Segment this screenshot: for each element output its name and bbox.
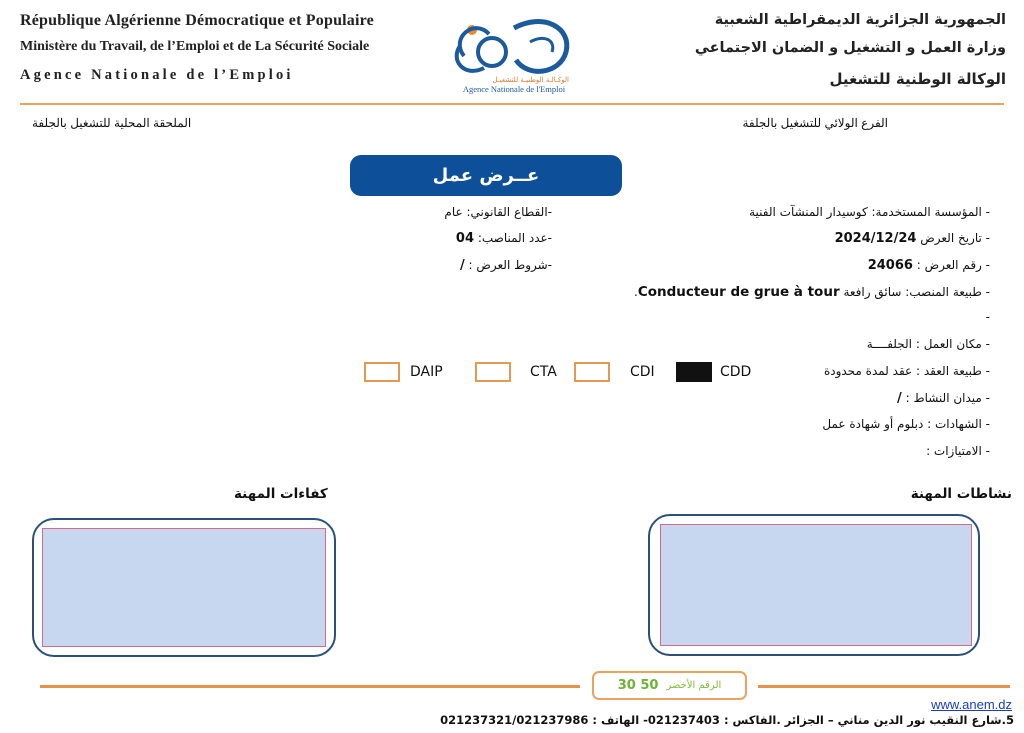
green-number: 30 50 [617,678,659,693]
contract-label-cta: CTA [530,364,557,380]
number-label: - رقم العرض : [916,258,990,272]
header-fr-republic: République Algérienne Démocratique et Populaire [20,12,374,29]
position-label: - طبيعة المنصب: [905,285,990,299]
logo-arabic-text: الوكـالـة الوطنيـة للتشغيـل [492,76,569,84]
contract-label-cdi: CDI [630,364,655,380]
contract-label: - طبيعة العقد : [916,364,990,378]
header-ar-ministry: وزارة العمل و التشغيل و الضمان الاجتماعي [694,40,1006,56]
checkbox-daip[interactable] [364,362,400,382]
local-branch: الملحقة المحلية للتشغيل بالجلفة [32,116,192,130]
skills-panel [32,518,336,657]
employer-value: كوسيدار المنشآت الفنية [749,205,868,219]
activity-label: - ميدان النشاط : [905,391,990,405]
conditions-value: / [459,258,465,273]
activity-row [897,391,990,406]
dash-row: - [985,310,990,324]
number-row [868,258,990,273]
header-divider [20,103,1004,105]
date-label: - تاريخ العرض [920,231,990,245]
date-row [835,231,990,246]
employer-label: - المؤسسة المستخدمة: [871,205,990,219]
number-value: 24066 [867,258,913,273]
green-number-box [592,671,747,700]
contract-row [824,364,990,378]
footer-divider-left [40,685,580,688]
location-label: - مكان العمل : [915,337,990,351]
conditions-label: -شروط العرض : [468,258,552,272]
conditions-row [460,258,552,273]
website-link[interactable]: www.anem.dz [931,697,1012,712]
activities-panel [648,514,980,656]
contract-label-cdd: CDD [720,364,752,380]
checkbox-cdd[interactable] [676,362,712,382]
contract-value: عقد لمدة محدودة [823,364,913,378]
position-row: - طبيعة المنصب: سائق رافعة Conducteur de grue à tour. [634,284,990,300]
location-row [867,337,990,351]
header-fr-ministry: Ministère du Travail, de l’Emploi et de La Sécurité Sociale [20,39,370,54]
contract-label-daip: DAIP [410,364,443,380]
privileges-label: - الامتيازات : [926,444,990,458]
header-ar-republic: الجمهورية الجزائرية الديمقراطية الشعبية [714,12,1006,28]
offer-title: عــرض عمل [350,155,622,196]
header-ar-agency: الوكالة الوطنية للتشغيل [829,70,1006,88]
activities-panel-content [660,524,972,646]
activities-title: نشاطات المهنة [910,486,1012,502]
certs-label: - الشهادات : [927,417,990,431]
activity-value: / [897,391,902,406]
footer-divider-right [758,685,1010,688]
checkbox-cta[interactable] [475,362,511,382]
location-value: الجلفــــة [866,337,913,351]
privileges-row [926,444,990,458]
wilaya-branch: الفرع الولائي للتشغيل بالجلفة [742,116,888,130]
positions-label: -عدد المناصب: [477,231,552,245]
skills-title: كفاءات المهنة [234,486,328,502]
position-ar: سائق رافعة [843,285,902,299]
sector-value: عام [444,205,463,219]
date-value: 2024/12/24 [834,231,917,246]
skills-panel-content [42,528,326,647]
employer-row [749,205,990,219]
positions-value: 04 [455,231,474,246]
checkbox-cdi[interactable] [574,362,610,382]
position-fr: Conducteur de grue à tour [637,284,840,300]
header-fr-agency: Agence Nationale de l’Emploi [20,67,294,83]
logo-caption: Agence Nationale de l'Emploi [462,84,566,94]
sector-label: -القطاع القانوني: [466,205,552,219]
certs-value: دبلوم أو شهادة عمل [822,417,924,431]
positions-row [456,231,552,246]
green-number-label: الرقم الأخضر [666,680,722,691]
footer-address: 5.شارع النقيب نور الدين مناني – الجزائر .الفاكس : 021237403- الهاتف : 021237321/021237986 [440,713,1014,727]
certs-row [822,417,990,431]
sector-row [444,205,552,219]
